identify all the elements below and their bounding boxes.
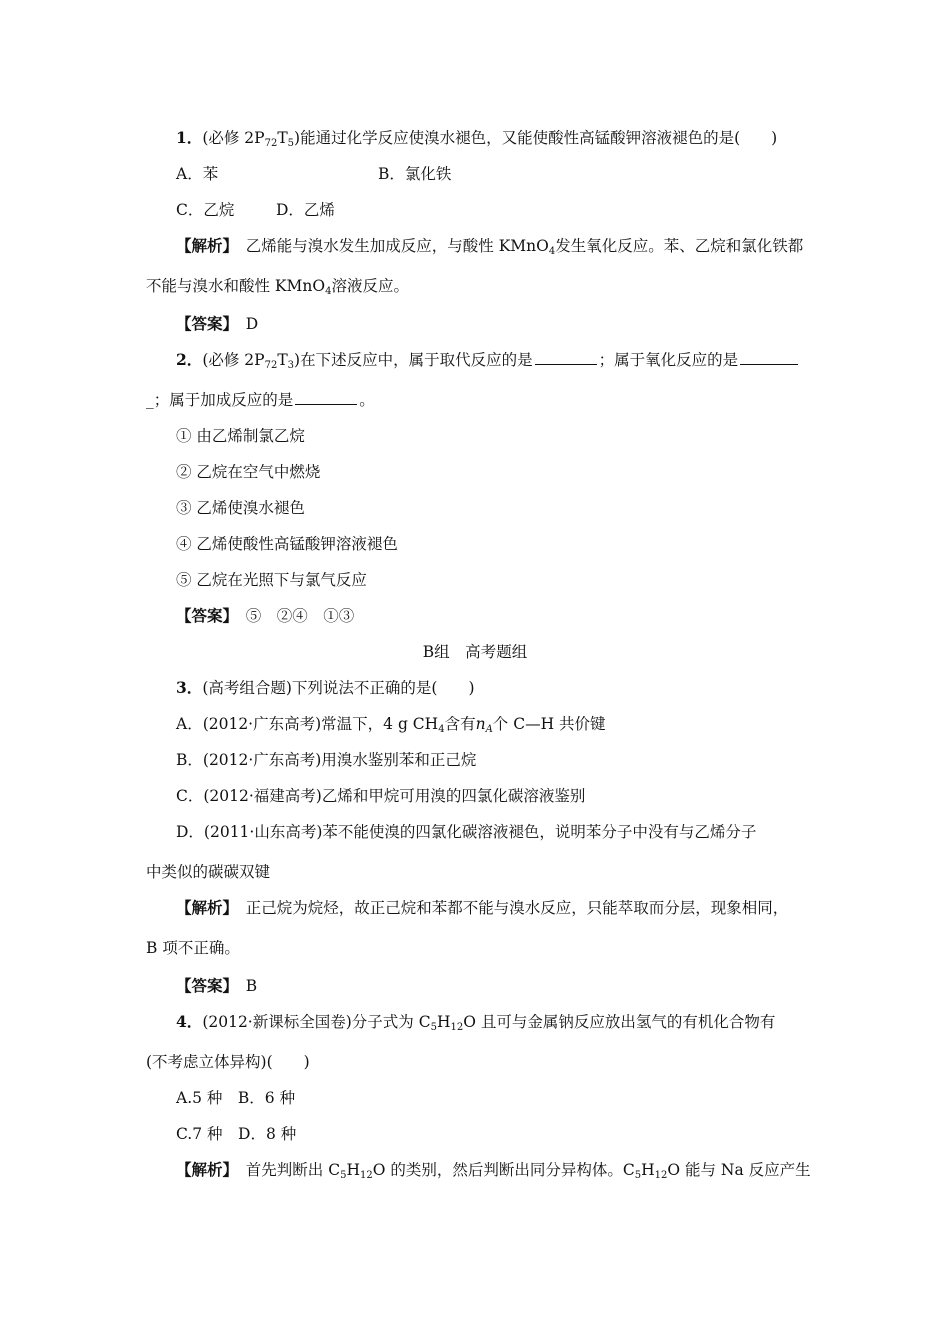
q2-source: (必修 $2P_{72}T_3$) xyxy=(202,351,301,371)
q3-option-c: C．(2012·福建高考)乙烯和甲烷可用溴的四氯化碳溶液鉴别 xyxy=(176,787,586,805)
q2-item-5: ⑤ 乙烷在光照下与氯气反应 xyxy=(176,571,367,589)
q4-stem-line2: (不考虑立体异构)( ) xyxy=(146,1053,310,1071)
q3-answer xyxy=(176,976,257,996)
q1-stem: 能通过化学反应使溴水褪色，又能使酸性高锰酸钾溶液褪色的是( ) xyxy=(300,129,778,147)
q2-item-4: ④ 乙烯使酸性高锰酸钾溶液褪色 xyxy=(176,535,398,553)
q3-number: 3 xyxy=(176,678,187,697)
q1-options-cd xyxy=(176,200,335,220)
q2-item-2: ② 乙烷在空气中燃烧 xyxy=(176,463,321,481)
q1-stem-line: 1．(必修 $2P_{72}T_5$)能通过化学反应使溴水褪色，又能使酸性高锰酸钾溶液褪色的是( ) xyxy=(176,128,778,149)
q4-options-ab: A.5 种 B．6 种 xyxy=(176,1089,296,1107)
q3-option-b: B．(2012·广东高考)用溴水鉴别苯和正己烷 xyxy=(176,751,477,769)
q3-option-d-line2: 中类似的碳碳双键 xyxy=(146,863,271,881)
q2-answer-label: 【答案】 xyxy=(176,606,231,625)
q1-analysis-label: 【解析】 xyxy=(176,236,231,255)
q2-blank-3[interactable] xyxy=(295,392,357,405)
q3-option-d-line1: D．(2011·山东高考)苯不能使溴的四氯化碳溶液褪色，说明苯分子中没有与乙烯分子 xyxy=(176,823,757,841)
q3-analysis-line2: B 项不正确。 xyxy=(146,939,240,957)
q4-options-cd: C.7 种 D．8 种 xyxy=(176,1125,297,1143)
q2-stem-line2: _；属于加成反应的是 。 xyxy=(146,391,375,409)
q2-answer-value: ⑤ ②④ ①③ xyxy=(245,607,355,625)
q1-answer xyxy=(176,314,258,334)
q2-blank-2[interactable] xyxy=(740,352,798,365)
q3-answer-value: B xyxy=(245,977,258,995)
q3-analysis-line1: 【解析】 正己烷为烷烃，故正己烷和苯都不能与溴水反应，只能萃取而分层，现象相同， xyxy=(176,898,789,917)
q1-option-a: A．苯 xyxy=(176,165,219,183)
q4-analysis-label: 【解析】 xyxy=(176,1160,231,1179)
q1-answer-value: D xyxy=(245,315,259,333)
q1-option-d: D．乙烯 xyxy=(276,201,335,219)
q2-blank-1[interactable] xyxy=(535,352,597,365)
q2-stem-line1: 2．(必修 $2P_{72}T_3$)在下述反应中，属于取代反应的是 ；属于氧化反应的是 xyxy=(176,350,800,370)
q1-number: 1 xyxy=(176,128,187,147)
q1-analysis-line1: 【解析】 乙烯能与溴水发生加成反应，与酸性 KMnO$_4$发生氧化反应。苯、乙烷和氯化铁都 xyxy=(176,236,804,257)
q3-answer-label: 【答案】 xyxy=(176,976,231,995)
q3-option-a: A．(2012·广东高考)常温下，4 g $CH_4$含有$n_A$个 C—H 共价键 xyxy=(176,715,606,735)
q1-analysis-line2: 不能与溴水和酸性 KMnO$_4$溶液反应。 xyxy=(146,277,409,297)
q3-stem-line: 3．(高考组合题)下列说法不正确的是( ) xyxy=(176,678,475,697)
q1-answer-label: 【答案】 xyxy=(176,314,231,333)
q2-item-3: ③ 乙烯使溴水褪色 xyxy=(176,499,305,517)
q4-analysis-line1: 【解析】 首先判断出 $C_5H_{12}O$ 的类别，然后判断出同分异构体。$C_5H_{12}O$ 能与 Na 反应产生 xyxy=(176,1160,811,1181)
q1-option-b: B．氯化铁 xyxy=(378,165,452,183)
q4-stem-line1: 4．(2012·新课标全国卷)分子式为 $C_5H_{12}O$ 且可与金属钠反应放出氢气的有机化合物有 xyxy=(176,1012,776,1033)
q2-number: 2 xyxy=(176,350,187,369)
q4-number: 4 xyxy=(176,1012,187,1031)
q3-analysis-label: 【解析】 xyxy=(176,898,231,917)
q1-option-c: C．乙烷 xyxy=(176,201,235,219)
q2-item-1: ① 由乙烯制氯乙烷 xyxy=(176,427,305,445)
q2-answer xyxy=(176,606,354,626)
section-title: B组 高考题组 xyxy=(422,643,528,661)
q1-source: (必修 $2P_{72}T_5$) xyxy=(202,129,301,149)
q1-options-ab xyxy=(176,164,452,184)
q3-stem: (高考组合题)下列说法不正确的是( ) xyxy=(202,679,475,697)
